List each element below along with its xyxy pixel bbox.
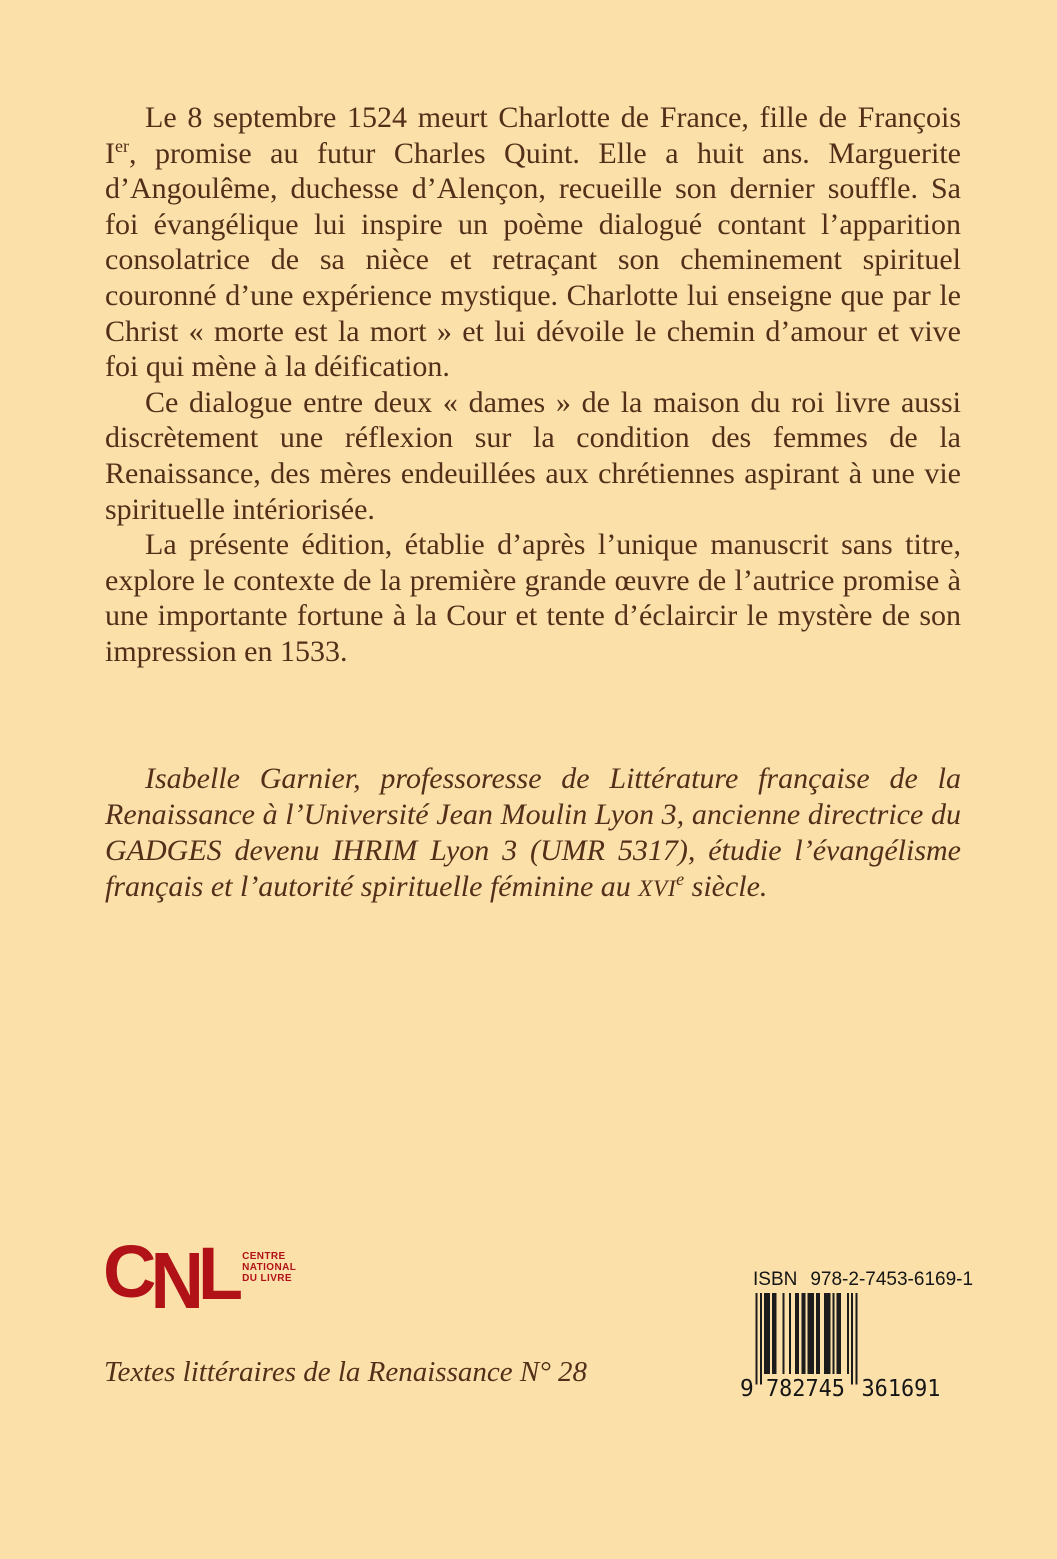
barcode-bar	[808, 1293, 810, 1374]
barcode-bar	[816, 1293, 818, 1374]
text-segment: XVI	[638, 876, 677, 902]
text-segment: Isabelle Garnier, professoresse de Littérature française de la Renaissance à l’Université Jean Moulin Lyon 3, ancienne directrice du GADGES devenu IHRIM Lyon 3 (UMR 5317), étudie l’évangélisme français et l’autorité spirituelle féminine au	[105, 762, 961, 903]
barcode-bar	[768, 1293, 770, 1374]
barcode-bar	[795, 1293, 797, 1374]
logo-letter: N	[150, 1235, 198, 1326]
isbn-number: 978-2-7453-6169-1	[810, 1269, 974, 1290]
logo-letter: C	[103, 1230, 151, 1313]
barcode-bar	[797, 1293, 799, 1374]
barcode-bar	[828, 1293, 830, 1374]
synopsis-block	[105, 100, 961, 670]
barcode-bar	[774, 1293, 776, 1374]
barcode-bar	[756, 1293, 758, 1384]
synopsis-paragraph	[105, 100, 961, 385]
synopsis-paragraph	[105, 385, 961, 527]
ean13-barcode	[739, 1293, 955, 1399]
isbn-line	[739, 1269, 974, 1291]
barcode-bar	[812, 1293, 814, 1374]
text-segment: er	[115, 135, 129, 156]
text-segment: Ce dialogue entre deux « dames » de la maison du roi livre aussi discrètement une réflexion sur la condition des femmes de la Renaissance, des mères endeuillées aux chrétiennes aspirant à une vie spirituelle intériorisée.	[105, 385, 961, 526]
text-segment: Le 8 septembre 1524 meurt Charlotte de France, fille de François I	[105, 101, 961, 170]
barcode-bar	[764, 1293, 766, 1374]
text-segment: La présente édition, établie d’après l’unique manuscrit sans titre, explore le contexte de la première grande œuvre de l’autrice promise à une importante fortune à la Cour et tente d’éclaircir le mystère de son impression en 1533.	[105, 528, 961, 668]
barcode-bar	[824, 1293, 826, 1374]
text-segment: siècle.	[684, 870, 768, 903]
barcode-bar	[803, 1293, 805, 1374]
barcode-bar	[783, 1293, 785, 1374]
isbn-barcode-block	[739, 1269, 974, 1399]
barcode-bar	[789, 1293, 791, 1374]
author-bio-paragraph	[105, 761, 961, 907]
series-title: Textes littéraires de la Renaissance N° 28	[104, 1356, 588, 1388]
author-bio-block	[105, 761, 961, 907]
logo-letter: L	[197, 1232, 238, 1315]
barcode-digits: 361691	[861, 1375, 941, 1399]
logo-caption-line: CENTRE	[242, 1251, 286, 1262]
cnl-logo-caption	[242, 1251, 296, 1284]
barcode-bar	[801, 1293, 803, 1374]
barcode-digits: 782745	[766, 1375, 845, 1399]
isbn-label: ISBN	[753, 1269, 798, 1290]
logo-caption-line: DU LIVRE	[242, 1273, 292, 1284]
barcode-bar	[810, 1293, 812, 1374]
logo-caption-line: NATIONAL	[242, 1262, 297, 1273]
barcode-bar	[772, 1293, 774, 1374]
barcode-bar	[837, 1293, 839, 1374]
barcode-bar	[839, 1293, 841, 1374]
barcode-digits: 9	[740, 1375, 754, 1399]
barcode-bar	[847, 1293, 849, 1374]
barcode-bar	[818, 1293, 820, 1374]
barcode-bar	[766, 1293, 768, 1374]
text-segment: e	[676, 869, 685, 889]
barcode-bar	[760, 1293, 762, 1384]
barcode-bar	[832, 1293, 834, 1374]
cnl-logo	[103, 1230, 297, 1326]
text-segment: , promise au futur Charles Quint. Elle a huit ans. Marguerite d’Angoulême, duchesse d’Alençon, recueille son dernier souffle. Sa foi évangélique lui inspire un poème dialogué contant l’apparition consolatrice de sa nièce et retraçant son cheminement spirituel couronné d’une expérience mystique. Charlotte lui enseigne que par le Christ « morte est la mort » et lui dévoile le chemin d’amour et vive foi qui mène à la déification.	[105, 136, 961, 384]
barcode-bar	[855, 1293, 857, 1384]
barcode-bar	[851, 1293, 853, 1384]
cnl-logo-letters	[103, 1230, 238, 1326]
barcode-bar	[826, 1293, 828, 1374]
synopsis-paragraph	[105, 527, 961, 669]
